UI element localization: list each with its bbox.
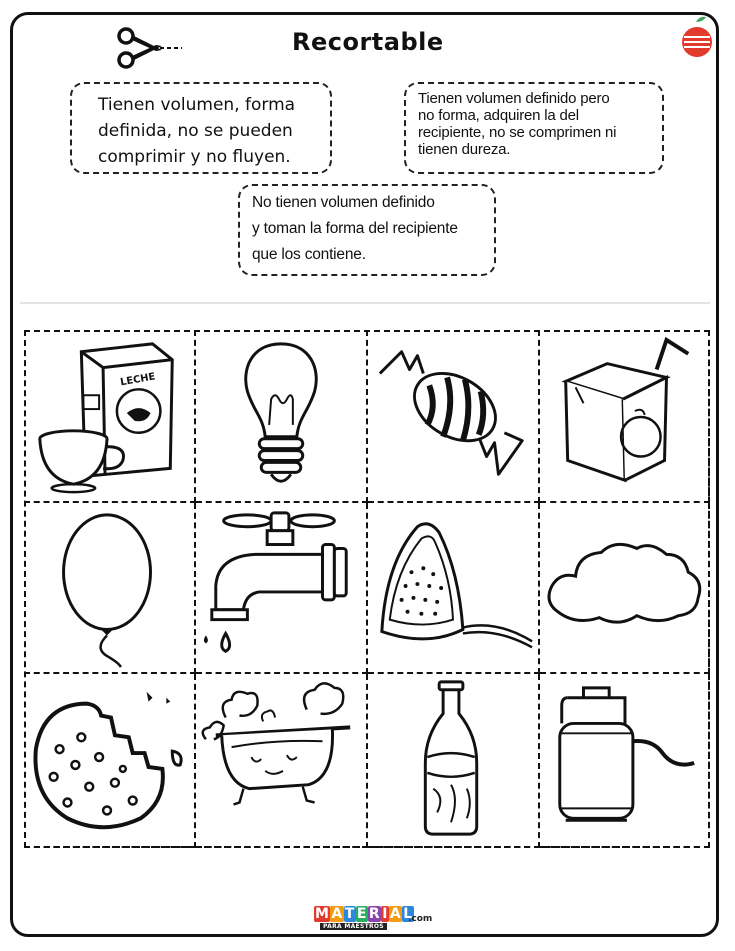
scissors-icon [116, 26, 182, 70]
cutout-cell[interactable] [24, 330, 196, 503]
cutout-cell[interactable] [540, 330, 710, 503]
solid-definition-box [70, 82, 332, 174]
gas-tank-icon [540, 674, 708, 846]
section-divider [20, 302, 710, 304]
gas-line-2: y toman la forma del recipiente [252, 220, 458, 237]
liquid-definition-box [404, 82, 664, 174]
brand-subtitle: PARA MAESTROS [320, 923, 387, 930]
milk-carton-and-cup-icon [24, 330, 194, 501]
balloon-icon [24, 503, 194, 672]
cutout-cell[interactable] [196, 674, 368, 848]
clothes-iron-icon [368, 503, 538, 672]
juice-box-icon [540, 330, 708, 501]
brand-letter: A [389, 906, 402, 922]
cutout-grid [24, 330, 710, 848]
gas-line-3: que los contiene. [252, 246, 366, 263]
page-title: Recortable [292, 28, 444, 56]
liquid-line-3: recipiente, no se comprimen ni [418, 124, 617, 141]
cutout-cell[interactable] [368, 330, 540, 503]
cutout-cell[interactable] [368, 503, 540, 674]
cookie-icon [24, 674, 194, 846]
apple-logo-icon [676, 14, 718, 60]
cutout-cell[interactable] [540, 674, 710, 848]
solid-line-2: definida, no se pueden [98, 121, 293, 141]
cloud-icon [540, 503, 708, 672]
gas-line-1: No tienen volumen definido [252, 194, 435, 211]
brand-letter: L [403, 906, 413, 922]
cutout-cell[interactable] [196, 503, 368, 674]
water-faucet-icon [196, 503, 366, 672]
brand-letter: T [344, 906, 355, 922]
steaming-pot-icon [196, 674, 366, 846]
brand-letter: I [382, 906, 388, 922]
milk-box-label: LECHE [119, 371, 157, 389]
liquid-line-4: tienen dureza. [418, 141, 511, 158]
cutout-cell[interactable] [368, 674, 540, 848]
brand-letter: A [331, 906, 343, 922]
brand-letter: M [315, 906, 330, 922]
solid-line-1: Tienen volumen, forma [98, 95, 296, 115]
liquid-line-2: no forma, adquiren la del [418, 107, 579, 124]
brand-domain: .com [408, 914, 433, 924]
gas-definition-box [238, 184, 496, 276]
cutout-cell[interactable] [24, 674, 196, 848]
candy-icon [368, 330, 538, 501]
liquid-line-1: Tienen volumen definido pero [418, 90, 610, 107]
brand-letter: R [368, 906, 381, 922]
cutout-cell[interactable] [196, 330, 368, 503]
brand-letter: E [356, 906, 367, 922]
brand-word [314, 906, 414, 922]
footer-brand-logo [314, 900, 433, 934]
cutout-cell[interactable] [24, 503, 196, 674]
solid-line-3: comprimir y no fluyen. [98, 147, 291, 167]
cutout-cell[interactable] [540, 503, 710, 674]
light-bulb-icon [196, 330, 366, 501]
soda-bottle-icon [368, 674, 538, 846]
